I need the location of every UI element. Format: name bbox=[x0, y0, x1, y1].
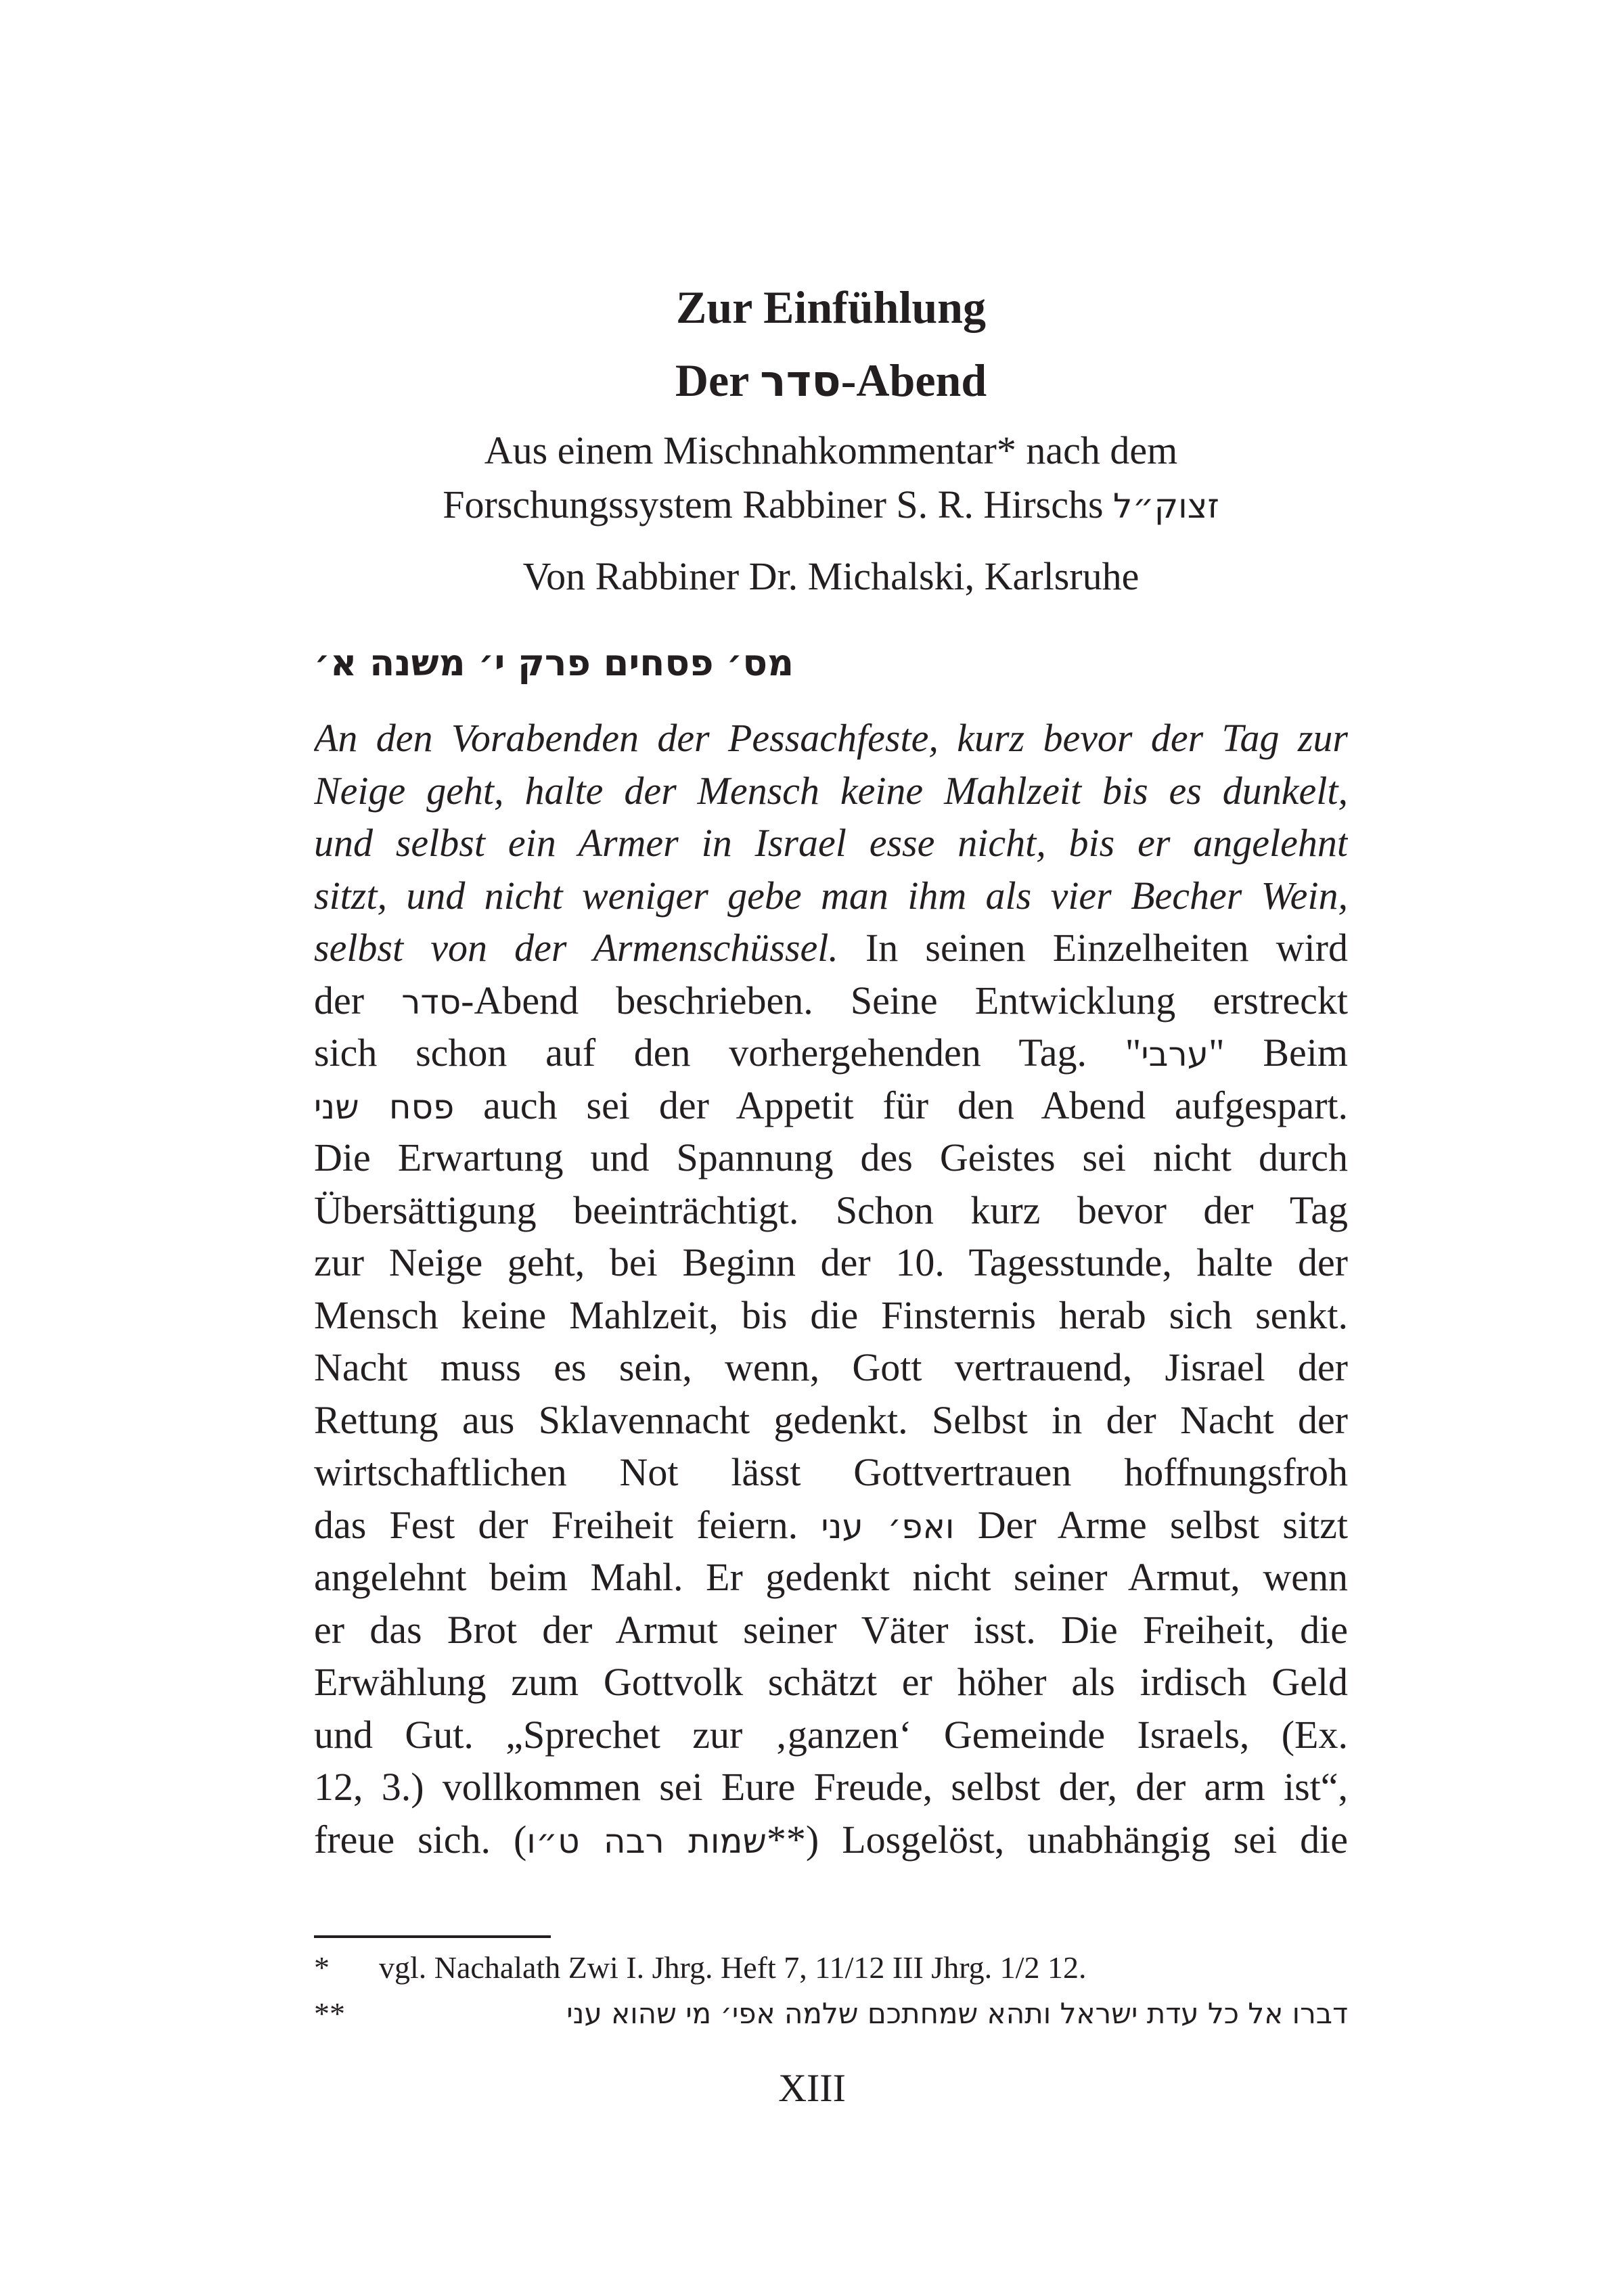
body-line-6-prefix: der bbox=[314, 978, 402, 1022]
body-line-7-prefix: sich schon auf den vorhergehenden Tag. " bbox=[314, 1031, 1142, 1075]
body-line-18: er das Brot der Armut seiner Väter isst. Die Freiheit, die bbox=[314, 1607, 1348, 1652]
body-line-5-italic: selbst von der Armenschüssel. bbox=[314, 926, 838, 970]
body-line-7 bbox=[314, 1027, 1348, 1079]
page-number: XIII bbox=[778, 2066, 846, 2110]
body-line-22 bbox=[314, 1814, 1348, 1866]
title-prefix: Der bbox=[675, 355, 761, 406]
body-line-22-hebrew: שמות רבה ט״ו bbox=[526, 1821, 767, 1861]
body-line-19: Erwählung zum Gottvolk schätzt er höher als irdisch Geld bbox=[314, 1660, 1348, 1704]
footnote-2-mark: ** bbox=[314, 1996, 345, 2031]
body-line-20: und Gut. „Sprechet zur ‚ganzen‘ Gemeinde Israels, (Ex. bbox=[314, 1712, 1348, 1757]
footnote-1-text: vgl. Nachalath Zwi I. Jhrg. Heft 7, 11/12 III Jhrg. 1/2 12. bbox=[379, 1950, 1087, 1985]
body-line-6-rest: -Abend beschrieben. Seine Entwicklung erstreckt bbox=[461, 978, 1348, 1022]
footnote-rule bbox=[314, 1935, 551, 1938]
hebrew-heading: מס׳ פסחים פרק י׳ משנה א׳ bbox=[314, 641, 794, 684]
footnote-1 bbox=[314, 1946, 1348, 1989]
subtitle-hebrew: זצוק״ל bbox=[1113, 487, 1219, 526]
body-line-11: zur Neige geht, bei Beginn der 10. Tagesstunde, halte der bbox=[314, 1240, 1348, 1284]
body-line-17: angelehnt beim Mahl. Er gedenkt nicht seiner Armut, wenn bbox=[314, 1555, 1348, 1599]
body-line-21: 12, 3.) vollkommen sei Eure Freude, selbst der, der arm ist“, bbox=[314, 1765, 1348, 1809]
body-line-4: sitzt, und nicht weniger gebe man ihm als vier Becher Wein, bbox=[314, 873, 1348, 918]
body-line-15: wirtschaftlichen Not lässt Gottvertrauen hoffnungsfroh bbox=[314, 1450, 1348, 1494]
title-suffix: -Abend bbox=[840, 355, 987, 406]
footnote-2 bbox=[314, 1992, 1348, 2035]
body-line-7-hebrew: ערבי bbox=[1141, 1035, 1209, 1074]
body-line-14: Rettung aus Sklavennacht gedenkt. Selbst in der Nacht der bbox=[314, 1397, 1348, 1442]
body-line-22-rest: **) Losgelöst, unabhängig sei die bbox=[766, 1817, 1348, 1862]
subtitle-prefix: Forschungssystem Rabbiner S. R. Hirschs bbox=[443, 482, 1114, 526]
footnote-1-mark: * bbox=[314, 1950, 330, 1985]
body-line-6 bbox=[314, 974, 1348, 1027]
page-title bbox=[314, 271, 1348, 418]
title-line-2 bbox=[314, 344, 1348, 418]
body-line-16-rest: Der Arme selbst sitzt bbox=[954, 1502, 1348, 1547]
body-line-12: Mensch keine Mahlzeit, bis die Finsternis herab sich senkt. bbox=[314, 1292, 1348, 1337]
body-line-16-prefix: das Fest der Freiheit feiern. bbox=[314, 1502, 821, 1547]
body-line-22-prefix: freue sich. ( bbox=[314, 1817, 527, 1862]
author-line: Von Rabbiner Dr. Michalski, Karlsruhe bbox=[522, 554, 1140, 598]
body-line-2: Neige geht, halte der Mensch keine Mahlzeit bis es dunkelt, bbox=[314, 768, 1348, 813]
body-line-3: und selbst ein Armer in Israel esse nicht, bis er angelehnt bbox=[314, 821, 1348, 865]
body-line-9: Die Erwartung und Spannung des Geistes sei nicht durch bbox=[314, 1135, 1348, 1179]
subtitle-line-1: Aus einem Mischnahkommentar* nach dem bbox=[484, 428, 1178, 472]
body-line-13: Nacht muss es sein, wenn, Gott vertrauend, Jisrael der bbox=[314, 1345, 1348, 1389]
subtitle bbox=[314, 424, 1348, 533]
body-line-16-hebrew: ואפ׳ עני bbox=[821, 1506, 955, 1546]
body-line-8-rest: auch sei der Appetit für den Abend aufgespart. bbox=[454, 1083, 1348, 1127]
body-line-8 bbox=[314, 1079, 1348, 1132]
subtitle-line-2 bbox=[314, 478, 1348, 533]
body-line-1: An den Vorabenden der Pessachfeste, kurz bevor der Tag zur bbox=[314, 716, 1348, 760]
body-text bbox=[314, 712, 1348, 1866]
body-line-16 bbox=[314, 1499, 1348, 1552]
body-line-10: Übersättigung beeinträchtigt. Schon kurz bevor der Tag bbox=[314, 1188, 1348, 1232]
body-line-6-hebrew: סדר bbox=[401, 982, 461, 1022]
footnote-2-text: דברו אל כל עדת ישראל ותהא שמחתכם שלמה אפי׳ מי שהוא עני bbox=[566, 1997, 1348, 2030]
body-line-5-rest: In seinen Einzelheiten wird bbox=[838, 926, 1348, 970]
body-line-7-rest: " Beim bbox=[1208, 1031, 1348, 1075]
body-line-5 bbox=[314, 922, 1348, 974]
body-line-8-hebrew: פסח שני bbox=[314, 1087, 455, 1127]
title-hebrew-seder: סדר bbox=[760, 357, 841, 407]
title-line-1: Zur Einfühlung bbox=[675, 282, 986, 333]
